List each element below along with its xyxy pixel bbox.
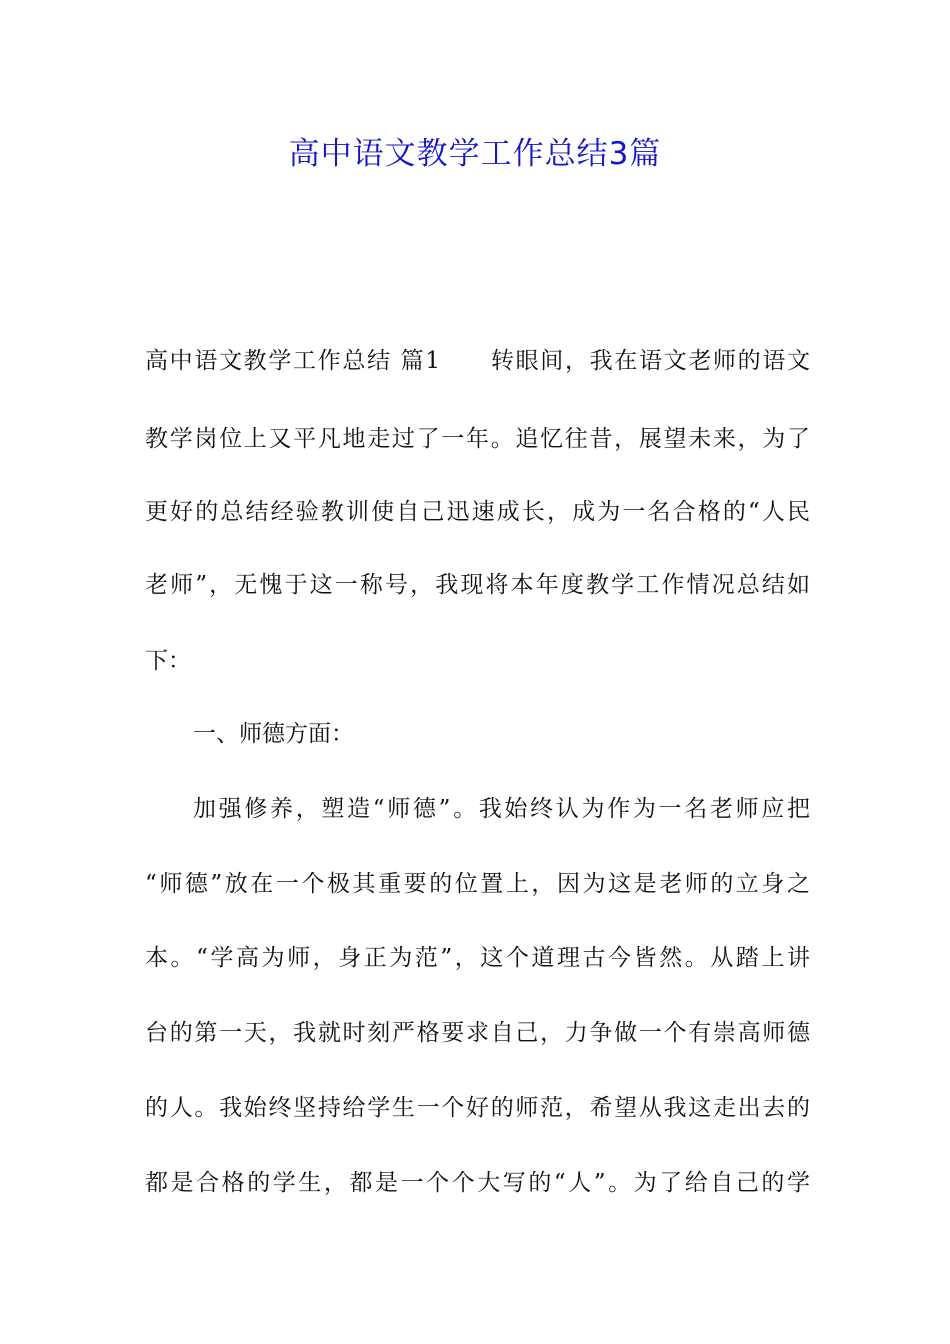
body-line: 教学岗位上又平凡地走过了一年。追忆往昔，展望未来，为了 [145,426,810,452]
body-line: 老师”，无愧于这一称号，我现将本年度教学工作情况总结如 [145,572,810,598]
body-line: 加强修养，塑造“师德”。我始终认为作为一名老师应把 [193,796,810,822]
body-line: “师德”放在一个极其重要的位置上，因为这是老师的立身之 [145,871,810,897]
body-line: 的人。我始终坚持给学生一个好的师范，希望从我这走出去的 [145,1095,810,1121]
body-line: 台的第一天，我就时刻严格要求自己，力争做一个有崇高师德 [145,1020,810,1046]
document-title: 高中语文教学工作总结3篇 [288,136,662,172]
body-line: 高中语文教学工作总结 篇1 转眼间，我在语文老师的语文 [145,348,810,374]
body-line: 更好的总结经验教训使自己迅速成长，成为一名合格的“人民 [145,499,810,525]
body-line: 本。“学高为师，身正为范”，这个道理古今皆然。从踏上讲 [145,945,810,971]
body-line: 下： [145,648,191,674]
section-heading: 一、师德方面： [193,721,354,747]
body-line: 都是合格的学生，都是一个个大写的“人”。为了给自己的学 [145,1170,810,1196]
